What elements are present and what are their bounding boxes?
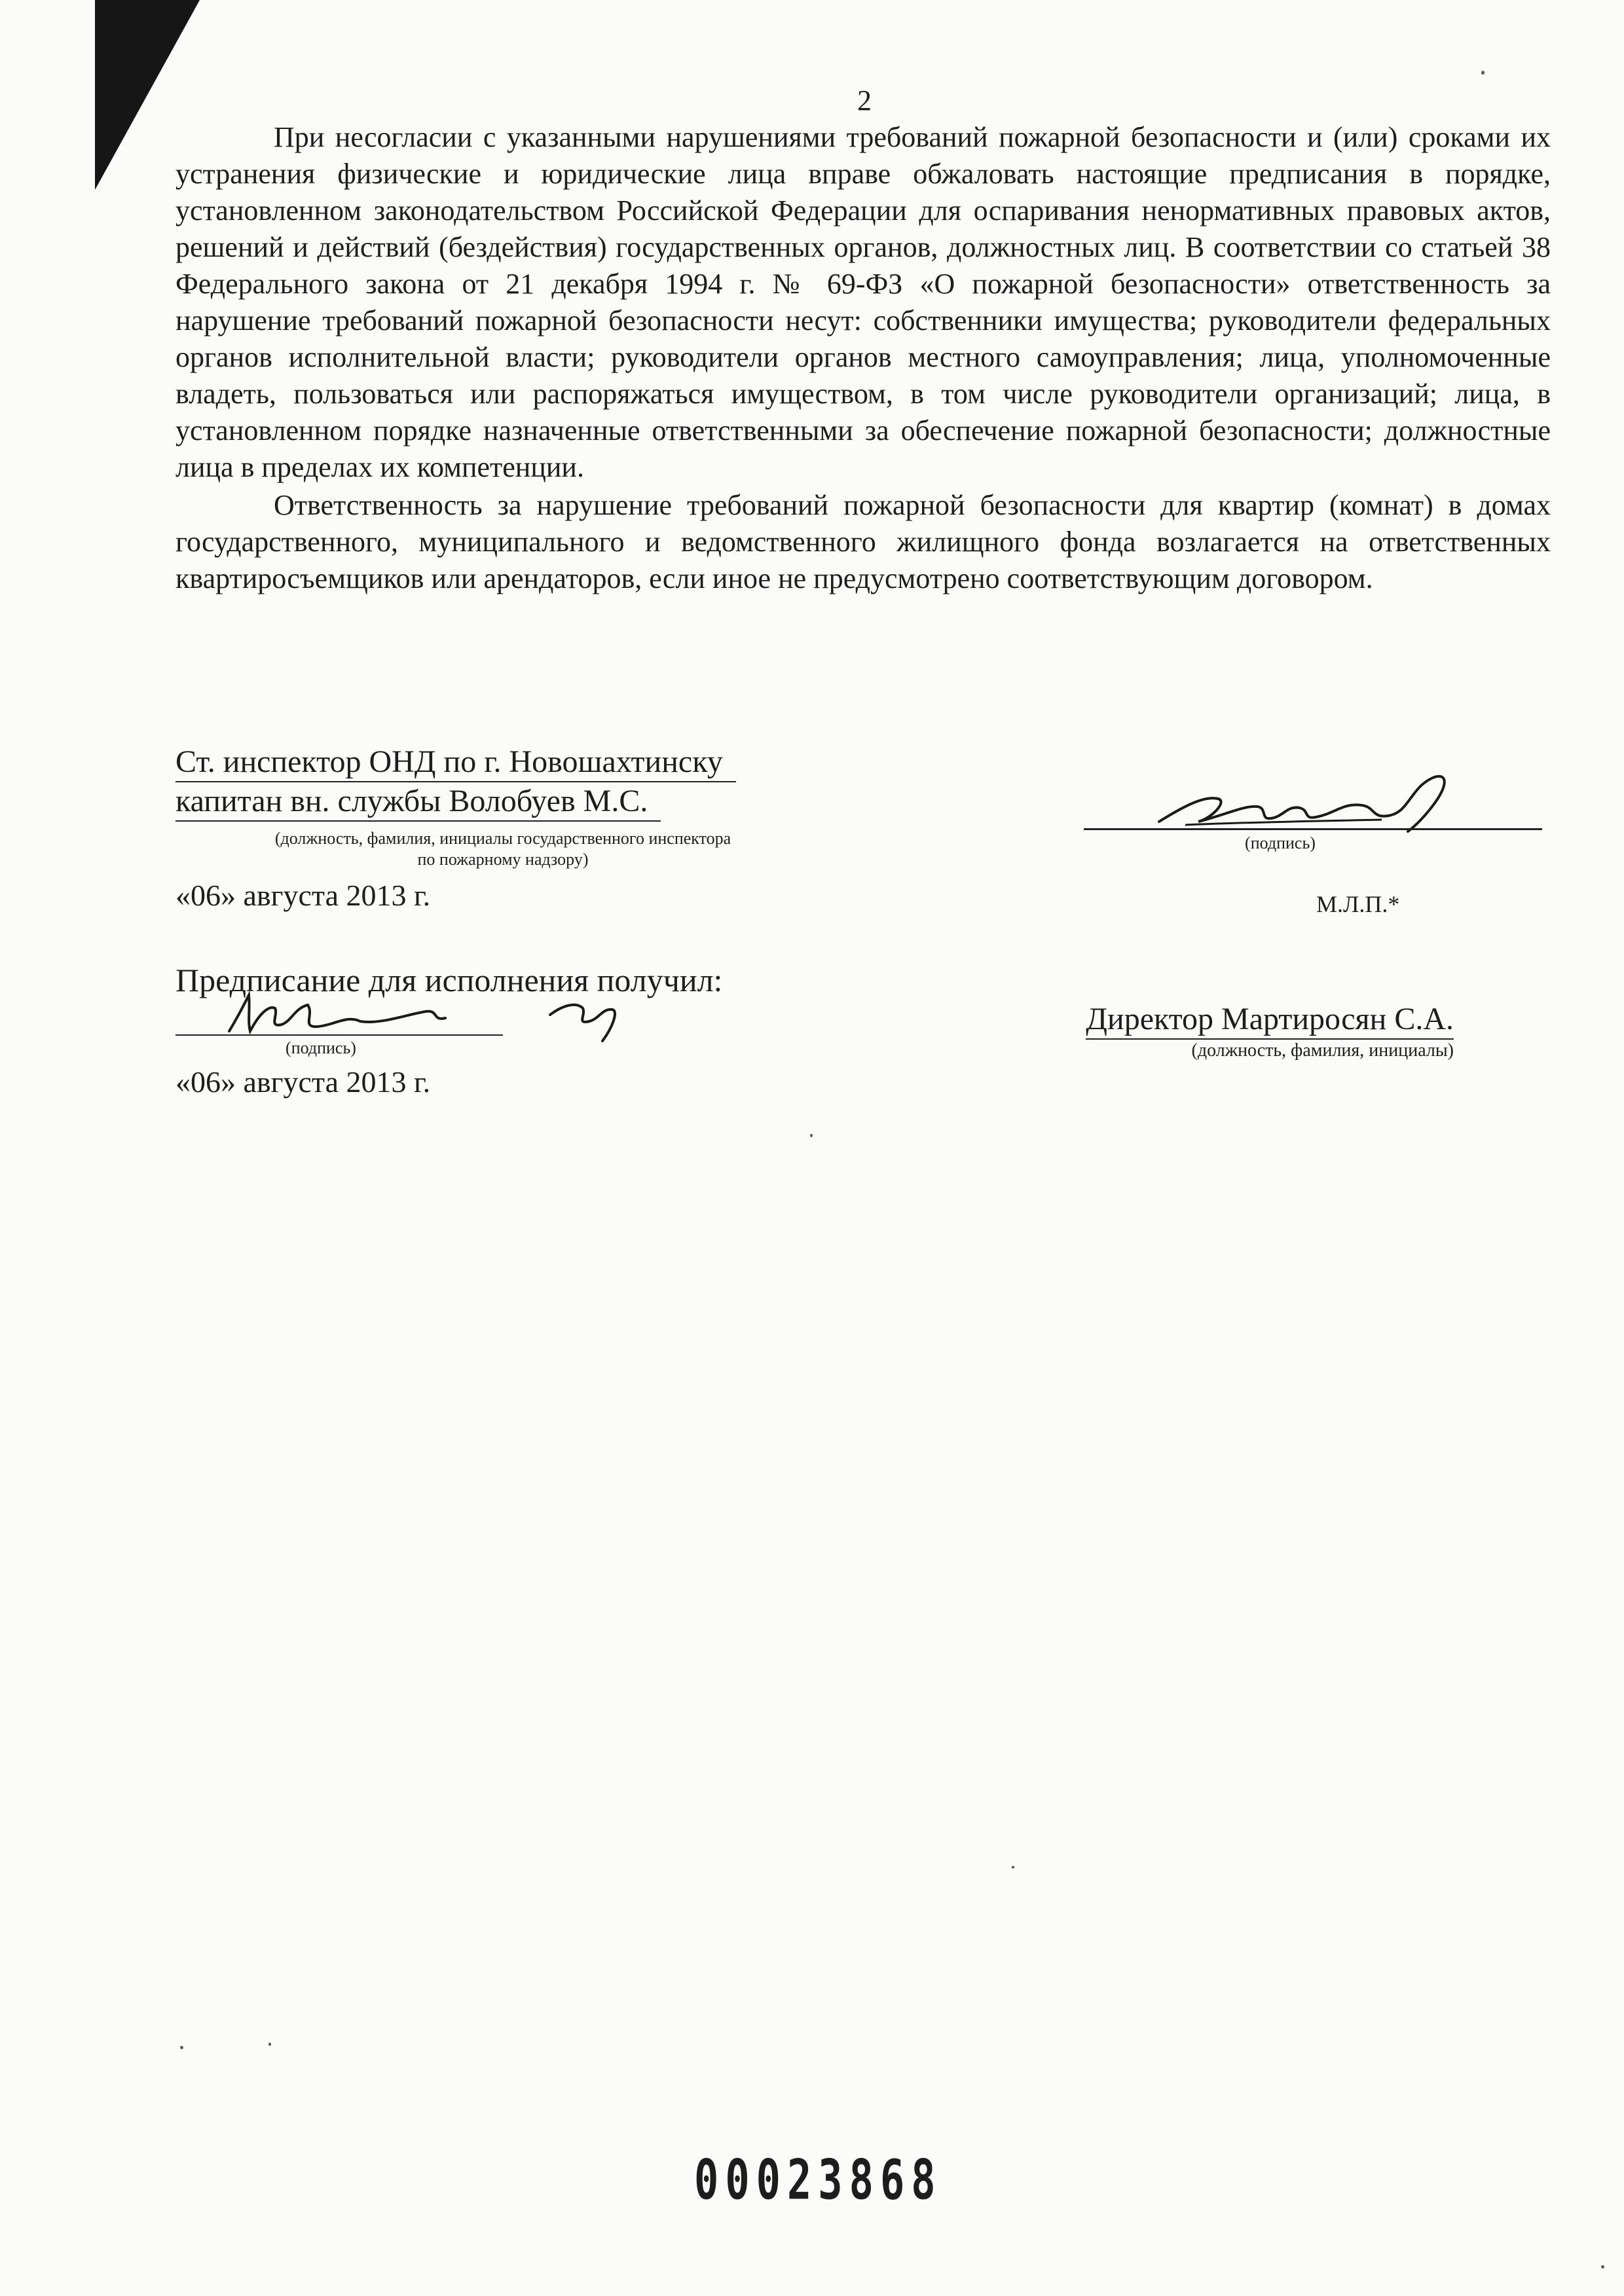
- inspector-caption-line1: (должность, фамилия, инициалы государственного инспектора: [274, 829, 731, 848]
- inspector-signature: [1146, 759, 1486, 845]
- inspector-date: «06» августа 2013 г.: [175, 879, 431, 912]
- scan-speck: [810, 1134, 813, 1137]
- stamp-note: М.Л.П.*: [1316, 891, 1400, 917]
- inspector-title: Ст. инспектор ОНД по г. Новошахтинску: [175, 743, 736, 782]
- inspector-position: [175, 743, 863, 822]
- scan-speck: [1012, 1866, 1014, 1868]
- recipient-signature-caption: (подпись): [286, 1038, 356, 1057]
- paragraph-appeal-rights: При несогласии с указанными нарушениями требований пожарной безопасности и (или) сроками их устранения физические и юридические лица вправе обжаловать настоящие предписания в порядке, установленном законодательством Российской Федерации для оспаривания ненормативных правовых актов, решений и действий (бездействия) государственных органов, должностных лиц. В соответствии со статьей 38 Федерального закона от 21 декабря 1994 г. № 69-ФЗ «О пожарной безопасности» ответственность за нарушение требований пожарной безопасности несут: собственники имущества; руководители федеральных органов исполнительной власти; руководители органов местного самоуправления; лица, уполномоченные владеть, пользоваться или распоряжаться имуществом, в том числе руководители организаций; лица, в установленном порядке назначенные ответственными за обеспечение пожарной безопасности; должностные лица в пределах их компетенции.: [175, 121, 1551, 483]
- recipient-signature-line: [175, 1034, 503, 1036]
- scan-speck: [1481, 71, 1485, 75]
- scan-speck: [1601, 2265, 1604, 2269]
- inspector-name: капитан вн. службы Волобуев М.С.: [175, 782, 661, 822]
- received-label: Предписание для исполнения получил:: [175, 962, 723, 998]
- recipient-name: Директор Мартиросян С.А.: [1086, 1000, 1454, 1040]
- page-number: 2: [857, 84, 872, 117]
- recipient-date: «06» августа 2013 г.: [175, 1065, 431, 1099]
- inspector-signature-caption: (подпись): [1245, 833, 1316, 852]
- inspector-signature-line: [1084, 828, 1542, 830]
- scan-speck: [180, 2046, 183, 2049]
- document-number: 00023868: [694, 2147, 942, 2212]
- body-text: [175, 119, 1551, 597]
- paragraph-tenant-responsibility: Ответственность за нарушение требований пожарной безопасности для квартир (комнат) в домах государственного, муниципального и ведомственного жилищного фонда возлагается на ответственных квартиросъемщиков или арендаторов, если иное не предусмотрено соответствующим договором.: [175, 489, 1551, 594]
- recipient-position: [1035, 1000, 1454, 1062]
- inspector-caption: [175, 828, 830, 870]
- recipient-signature: [210, 975, 668, 1048]
- scan-speck: [268, 2043, 271, 2046]
- recipient-name-caption: (должность, фамилия, инициалы): [1191, 1040, 1454, 1061]
- inspector-caption-line2: по пожарному надзору): [417, 850, 589, 869]
